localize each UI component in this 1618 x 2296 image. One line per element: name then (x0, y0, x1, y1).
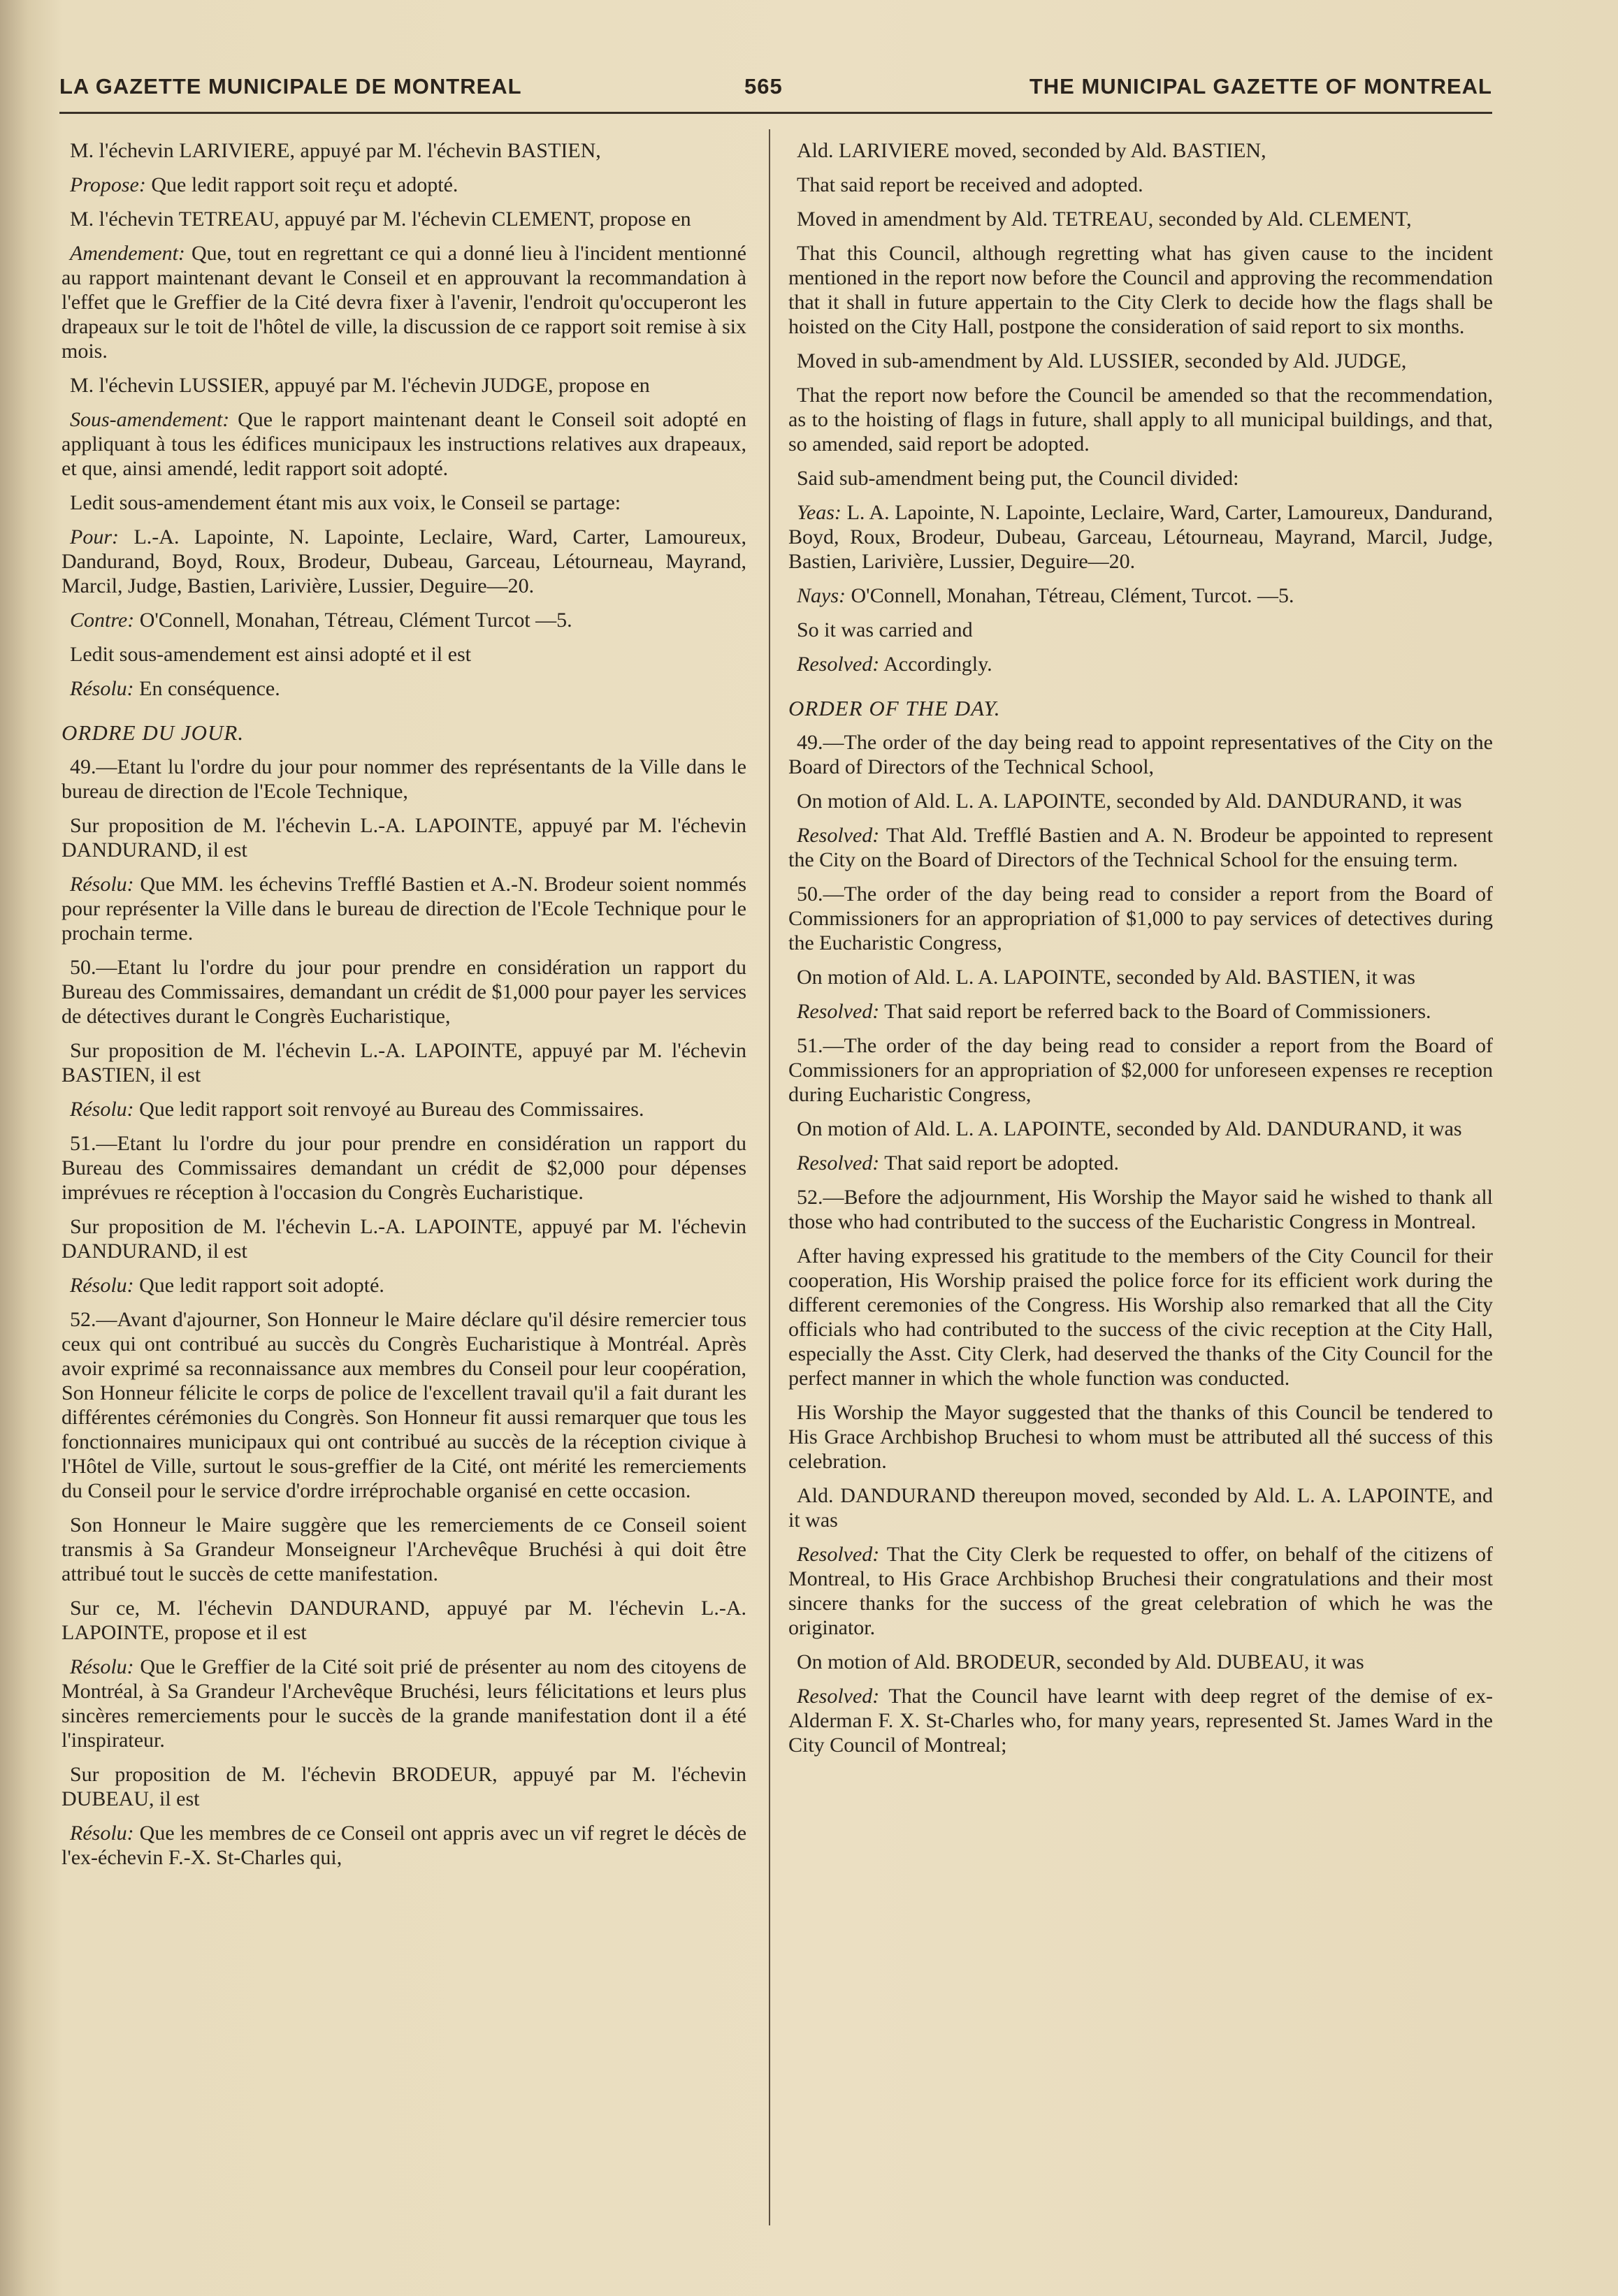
paragraph-label: Resolved: (797, 1543, 880, 1566)
paragraph (62, 1214, 746, 1263)
paragraph (788, 1151, 1493, 1175)
paragraph-text: O'Connell, Monahan, Tétreau, Clément Turcot —5. (139, 609, 572, 632)
paragraph-text: Ald. LARIVIERE moved, seconded by Ald. BASTIEN, (797, 139, 1266, 162)
paragraph-text: On motion of Ald. L. A. LAPOINTE, seconded by Ald. DANDURAND, it was (797, 790, 1462, 813)
paragraph (788, 1483, 1493, 1532)
french-column (62, 138, 746, 1880)
paragraph-text: M. l'échevin LUSSIER, appuyé par M. l'échevin JUDGE, propose en (70, 374, 650, 397)
paragraph (62, 676, 746, 701)
paragraph-text: 51.—Etant lu l'ordre du jour pour prendre en considération un rapport du Bureau des Commissaires demandant un crédit de $2,000 pour dépenses imprévues re réception à l'occasion du Congrès Eucharistique. (62, 1132, 746, 1204)
paragraph-text: Que le rapport maintenant deant le Conseil soit adopté en appliquant à tous les édifices municipaux les instructions relatives aux drapeaux, et que, ainsi amendé, ledit rapport soit adopté. (62, 408, 746, 480)
paragraph-text: Moved in amendment by Ald. TETREAU, seconded by Ald. CLEMENT, (797, 208, 1412, 231)
paragraph (788, 618, 1493, 642)
paragraph (62, 872, 746, 945)
paragraph-text: Sur proposition de M. l'échevin BRODEUR, appuyé par M. l'échevin DUBEAU, il est (62, 1763, 746, 1810)
paragraph (788, 349, 1493, 373)
paragraph-label: Résolu: (70, 1655, 134, 1678)
paragraph-text: That the City Clerk be requested to offer, on behalf of the citizens of Montreal, to His Grace Archbishop Bruchesi their congratulations and their most sincere thanks for the success of the great celebration of which he was the originator. (788, 1543, 1493, 1639)
paragraph-text: That said report be adopted. (884, 1151, 1119, 1175)
paragraph-text: That said report be referred back to the Board of Commissioners. (884, 1000, 1431, 1023)
paragraph-text: Que le Greffier de la Cité soit prié de présenter au nom des citoyens de Montréal, à Sa Grandeur l'Archevêque Bruchési, leurs félicitations et leurs plus sincères remerciements pour le succès de la grande manifestation dont il a été l'inspirateur. (62, 1655, 746, 1752)
section-heading (788, 696, 1493, 720)
paragraph (788, 789, 1493, 813)
paragraph (62, 1097, 746, 1121)
paragraph (788, 823, 1493, 872)
paragraph-text: Que ledit rapport soit adopté. (139, 1274, 384, 1297)
paragraph (788, 1400, 1493, 1474)
paragraph-label: Yeas: (797, 501, 841, 524)
paragraph (788, 1684, 1493, 1757)
paragraph-text: En conséquence. (139, 677, 280, 700)
paragraph-text: Sur proposition de M. l'échevin L.-A. LAPOINTE, appuyé par M. l'échevin DANDURAND, il est (62, 1215, 746, 1263)
paragraph-text: Son Honneur le Maire suggère que les remerciements de ce Conseil soient transmis à Sa Grandeur Monseigneur l'Archevêque Bruchési à qui doit être attribué tout le succès de cette manifestation. (62, 1513, 746, 1585)
paragraph-text: Que MM. les échevins Trefflé Bastien et A.-N. Brodeur soient nommés pour représenter la Ville dans le bureau de direction de l'Ecole Technique pour le prochain terme. (62, 873, 746, 945)
paragraph (62, 491, 746, 515)
paragraph-text: That the Council have learnt with deep regret of the demise of ex-Alderman F. X. St-Charles who, for many years, represented St. James Ward in the City Council of Montreal; (788, 1685, 1493, 1757)
paragraph (62, 407, 746, 481)
paragraph-label: Amendement: (70, 242, 185, 265)
column-divider (769, 129, 770, 2225)
paragraph-text: On motion of Ald. L. A. LAPOINTE, seconded by Ald. BASTIEN, it was (797, 966, 1415, 989)
paragraph (62, 373, 746, 398)
paragraph (788, 1185, 1493, 1234)
paragraph-text: L.-A. Lapointe, N. Lapointe, Leclaire, Ward, Carter, Lamoureux, Dandurand, Boyd, Roux, Brodeur, Dubeau, Garceau, Létourneau, Mayrand, Marcil, Judge, Bastien, Larivière, Lussier, Deguire—20. (62, 525, 747, 597)
paragraph (62, 173, 746, 197)
page-number: 565 (744, 74, 783, 99)
paragraph-text: 49.—Etant lu l'ordre du jour pour nommer des représentants de la Ville dans le bureau de direction de l'Ecole Technique, (62, 755, 746, 803)
paragraph-label: Resolved: (797, 1151, 880, 1175)
paragraph (62, 1038, 746, 1087)
paragraph (62, 955, 746, 1029)
paragraph-text: Que, tout en regrettant ce qui a donné lieu à l'incident mentionné au rapport maintenant devant le Conseil et en approuvant la recommandation à l'effet que le Greffier de la Cité devra fixer à l'avenir, l'endroit qu'occuperont les drapeaux sur le toit de l'hôtel de ville, la discussion de ce rapport soit remise à six mois. (62, 242, 746, 363)
paragraph-text: Said sub-amendment being put, the Council divided: (797, 467, 1239, 490)
paragraph-label: Resolved: (797, 1000, 880, 1023)
paragraph (62, 1513, 746, 1586)
paragraph-text: Sur ce, M. l'échevin DANDURAND, appuyé par M. l'échevin L.-A. LAPOINTE, propose et il est (62, 1597, 746, 1644)
paragraph-label: Resolved: (797, 824, 880, 847)
paragraph (788, 730, 1493, 779)
paragraph-label: Pour: (70, 525, 119, 548)
paragraph (62, 642, 746, 667)
paragraph (62, 608, 746, 632)
paragraph-label: Résolu: (70, 677, 134, 700)
french-title: LA GAZETTE MUNICIPALE DE MONTREAL (59, 74, 522, 99)
paragraph-text: M. l'échevin TETREAU, appuyé par M. l'échevin CLEMENT, propose en (70, 208, 691, 231)
paragraph (62, 1131, 746, 1205)
paragraph (788, 500, 1493, 574)
paragraph-text: That Ald. Trefflé Bastien and A. N. Brodeur be appointed to represent the City on the Board of Directors of the Technical School for the ensuing term. (788, 824, 1493, 871)
section-heading (62, 720, 746, 745)
paragraph (62, 813, 746, 862)
paragraph (62, 1307, 746, 1503)
page-header (59, 70, 1492, 114)
paragraph (62, 1596, 746, 1645)
paragraph-text: Ledit sous-amendement est ainsi adopté et il est (70, 643, 472, 666)
paragraph-text: 50.—Etant lu l'ordre du jour pour prendre en considération un rapport du Bureau des Commissaires, demandant un crédit de $1,000 pour payer les services de détectives durant le Congrès Eucharistique, (62, 956, 746, 1028)
paragraph-text: That this Council, although regretting what has given cause to the incident mentioned in the report now before the Council and approving the recommendation that it shall in future appertain to the City Clerk to decide how the flags shall be hoisted on the City Hall, postpone the consideration of said report to six months. (788, 242, 1493, 338)
paragraph (788, 466, 1493, 491)
paragraph-text: That the report now before the Council be amended so that the recommendation, as to the hoisting of flags in future, shall apply to all municipal buildings, and that, so amended, said report be adopted. (788, 384, 1493, 456)
paragraph (788, 1650, 1493, 1674)
paragraph (62, 241, 746, 363)
paragraph (788, 1033, 1493, 1107)
paragraph (62, 1273, 746, 1298)
paragraph-text: So it was carried and (797, 618, 973, 641)
paragraph (62, 525, 746, 598)
paragraph (62, 207, 746, 231)
english-column (788, 138, 1493, 1767)
paragraph (788, 999, 1493, 1024)
english-title: THE MUNICIPAL GAZETTE OF MONTREAL (1029, 74, 1492, 99)
paragraph-text: Ald. DANDURAND thereupon moved, seconded by Ald. L. A. LAPOINTE, and it was (788, 1484, 1493, 1532)
paragraph-label: Resolved: (797, 653, 880, 676)
paragraph (788, 138, 1493, 163)
paragraph-text: Sur proposition de M. l'échevin L.-A. LAPOINTE, appuyé par M. l'échevin DANDURAND, il est (62, 814, 746, 862)
paragraph-label: Sous-amendement: (70, 408, 230, 431)
paragraph (62, 1762, 746, 1811)
paragraph-text: Que ledit rapport soit renvoyé au Bureau des Commissaires. (139, 1098, 644, 1121)
paragraph-text: His Worship the Mayor suggested that the thanks of this Council be tendered to His Grace Archbishop Bruchesi to whom must be attributed all thé success of this celebration. (788, 1401, 1493, 1473)
paragraph-label: Contre: (70, 609, 135, 632)
paragraph-label: Propose: (70, 173, 146, 196)
paragraph-text: Accordingly. (883, 653, 992, 676)
paragraph (62, 1821, 746, 1870)
paragraph (788, 383, 1493, 456)
paragraph-label: Resolved: (797, 1685, 880, 1708)
paragraph (788, 1117, 1493, 1141)
paragraph-text: 52.—Before the adjournment, His Worship the Mayor said he wished to thank all those who had contributed to the success of the Eucharistic Congress in Montreal. (788, 1186, 1493, 1233)
paragraph-text: Que ledit rapport soit reçu et adopté. (151, 173, 458, 196)
paragraph (788, 241, 1493, 339)
paragraph (788, 207, 1493, 231)
paragraph-label: Résolu: (70, 873, 134, 896)
paragraph-text: 52.—Avant d'ajourner, Son Honneur le Maire déclare qu'il désire remercier tous ceux qui ont contribué au succès du Congrès Eucharistique à Montréal. Après avoir exprimé sa reconnaissance aux membres du Conseil pour leur coopération, Son Honneur félicite le corps de police de l'excellent travail qu'il a fait durant les différentes cérémonies du Congrès. Son Honneur fit aussi remarquer que tous les fonctionnaires municipaux qui ont contribué au succès de la réception civique à l'Hôtel de Ville, surtout le sous-greffier de la Cité, ont mérité les remerciements du Conseil pour le service d'ordre irréprochable organisé en cette occasion. (62, 1308, 746, 1502)
paragraph-text: After having expressed his gratitude to the members of the City Council for their cooperation, His Worship praised the police force for its efficient work during the different ceremonies of the Congress. His Worship also remarked that all the City officials who had contributed to the success of the civic reception at the City Hall, especially the Asst. City Clerk, had deserved the thanks of the City Council for the perfect manner in which the whole function was conducted. (788, 1244, 1493, 1390)
paragraph (788, 173, 1493, 197)
paragraph-text: M. l'échevin LARIVIERE, appuyé par M. l'échevin BASTIEN, (70, 139, 601, 162)
paragraph-text: 51.—The order of the day being read to consider a report from the Board of Commissioners for an appropriation of $2,000 for unforeseen expenses re reception during Eucharistic Congress, (788, 1034, 1493, 1106)
paragraph-text: Que les membres de ce Conseil ont appris avec un vif regret le décès de l'ex-échevin F.-X. St-Charles qui, (62, 1822, 747, 1869)
paragraph-text: Moved in sub-amendment by Ald. LUSSIER, seconded by Ald. JUDGE, (797, 349, 1407, 372)
paragraph-label: Résolu: (70, 1822, 134, 1845)
paragraph-text: O'Connell, Monahan, Tétreau, Clément, Turcot. —5. (851, 584, 1294, 607)
paragraph-text: ORDRE DU JOUR. (62, 720, 245, 745)
paragraph (788, 1244, 1493, 1390)
paragraph-text: ORDER OF THE DAY. (788, 696, 1001, 720)
paragraph (788, 965, 1493, 989)
paragraph (62, 755, 746, 804)
paragraph-text: L. A. Lapointe, N. Lapointe, Leclaire, Ward, Carter, Lamoureux, Dandurand, Boyd, Roux, Brodeur, Dubeau, Garceau, Létourneau, Mayrand, Marcil, Judge, Bastien, Larivière, Lussier, Deguire—20. (788, 501, 1494, 573)
paragraph-label: Nays: (797, 584, 846, 607)
paragraph-text: Ledit sous-amendement étant mis aux voix, le Conseil se partage: (70, 491, 621, 514)
paragraph (788, 882, 1493, 955)
paragraph-text: That said report be received and adopted. (797, 173, 1143, 196)
paragraph-label: Résolu: (70, 1274, 134, 1297)
paragraph-text: 49.—The order of the day being read to appoint representatives of the City on the Board of Directors of the Technical School, (788, 731, 1493, 778)
paragraph (62, 138, 746, 163)
paragraph-text: Sur proposition de M. l'échevin L.-A. LAPOINTE, appuyé par M. l'échevin BASTIEN, il est (62, 1039, 746, 1087)
paragraph-text: On motion of Ald. L. A. LAPOINTE, seconded by Ald. DANDURAND, it was (797, 1117, 1462, 1140)
paragraph (788, 652, 1493, 676)
paragraph-label: Résolu: (70, 1098, 134, 1121)
paragraph (788, 1542, 1493, 1640)
paragraph (788, 583, 1493, 608)
paragraph (62, 1655, 746, 1752)
paragraph-text: On motion of Ald. BRODEUR, seconded by Ald. DUBEAU, it was (797, 1650, 1364, 1673)
paragraph-text: 50.—The order of the day being read to consider a report from the Board of Commissioners for an appropriation of $1,000 to pay services of detectives during the Eucharistic Congress, (788, 882, 1493, 954)
